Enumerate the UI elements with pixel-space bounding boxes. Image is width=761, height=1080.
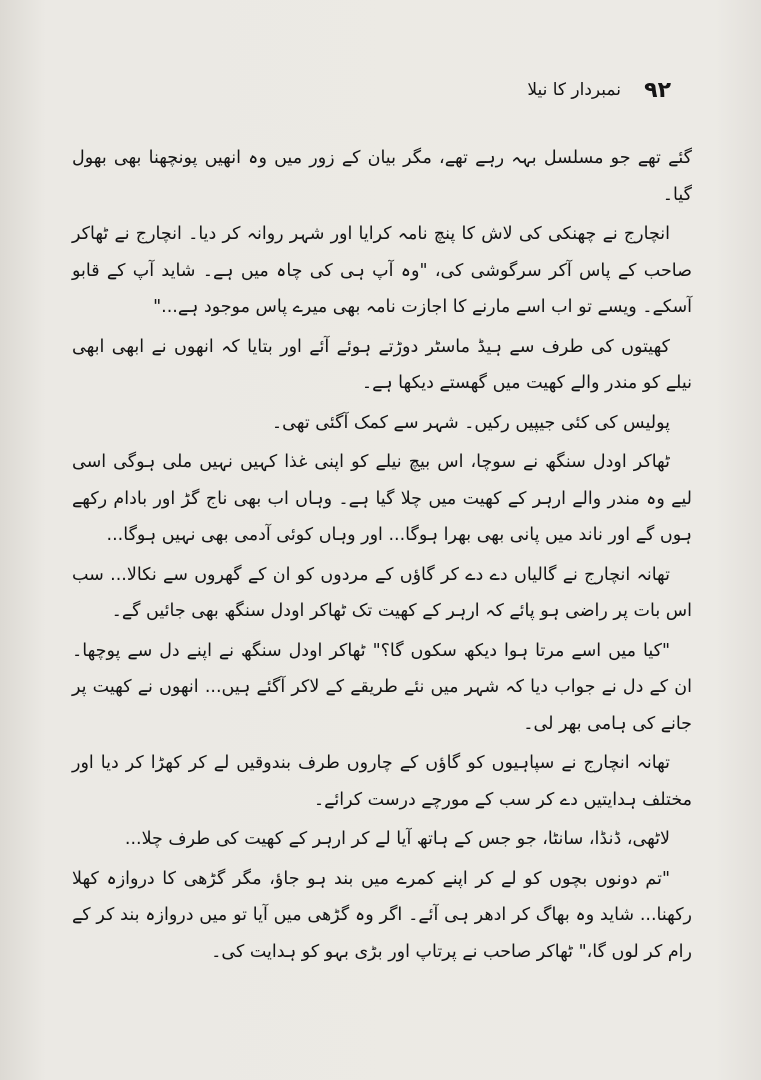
page-header [0, 78, 761, 108]
paragraph: کھیتوں کی طرف سے ہیڈ ماسٹر دوڑتے ہوئے آئے اور بتایا کہ انھوں نے ابھی ابھی نیلے کو مندر والے کھیت میں گھستے دیکھا ہے۔ [72, 336, 692, 393]
paragraph: انچارج نے چھنکی کی لاش کا پنچ نامہ کرایا اور شہر روانہ کر دیا۔ انچارج نے ٹھاکر صاحب کے پاس آکر سرگوشی کی، "وہ آپ ہی کی چاہ میں ہے۔ شاید آپ کے قابو آسکے۔ ویسے تو اب اسے مارنے کا اجازت نامہ بھی میرے پاس موجود ہے..." [72, 224, 692, 317]
paragraph: ٹھاکر اودل سنگھ نے سوچا، اس بیچ نیلے کو اپنی غذا کہیں نہیں ملی ہوگی اسی لیے وہ مندر والے ارہر کے کھیت میں چلا گیا ہے۔ وہاں اب بھی ناج گڑ اور بادام رکھے ہوں گے اور ناند میں پانی بھی بھرا ہوگا... اور وہاں کوئی آدمی بھی نہیں ہوگا... [72, 452, 692, 545]
paragraph: "تم دونوں بچوں کو لے کر اپنے کمرے میں بند ہو جاؤ، مگر گڑھی کا دروازہ کھلا رکھنا... شاید وہ بھاگ کر ادھر ہی آئے۔ اگر وہ گڑھی میں آیا تو میں دروازہ بند کر کے رام کر لوں گا،" ٹھاکر صاحب نے پرتاپ اور بڑی بہو کو ہدایت کی۔ [72, 868, 692, 962]
paragraph: پولیس کی کئی جیپیں رکیں۔ شہر سے کمک آگئی تھی۔ [271, 412, 670, 433]
paragraph: "کیا میں اسے مرتا ہوا دیکھ سکوں گا؟" ٹھاکر اودل سنگھ نے اپنے دل سے پوچھا۔ ان کے دل نے جواب دیا کہ شہر میں نئے طریقے کے لاکر آگئے ہیں... انھوں نے کھیت پر جانے کی ہامی بھر لی۔ [72, 640, 692, 734]
paragraph: گئے تھے جو مسلسل بہہ رہے تھے، مگر بیان کے زور میں وہ انھیں پونچھنا بھی بھول گیا۔ [72, 148, 692, 205]
page-number: ۹۲ [644, 78, 671, 103]
running-title: نمبردار کا نیلا [527, 80, 621, 100]
paragraph: تھانہ انچارج نے گالیاں دے دے کر گاؤں کے مردوں کو ان کے گھروں سے نکالا... سب اس بات پر راضی ہو پائے کہ ارہر کے کھیت تک ٹھاکر اودل سنگھ بھی جائیں گے۔ [72, 564, 692, 621]
paragraph: تھانہ انچارج نے سپاہیوں کو گاؤں کے چاروں طرف بندوقیں لے کر کھڑا کر دیا اور مختلف ہدایتیں دے کر سب کے مورچے درست کرائے۔ [72, 753, 692, 810]
paragraph: لاٹھی، ڈنڈا، سانٹا، جو جس کے ہاتھ آیا لے کر ارہر کے کھیت کی طرف چلا... [124, 829, 670, 849]
body-text [72, 140, 692, 973]
